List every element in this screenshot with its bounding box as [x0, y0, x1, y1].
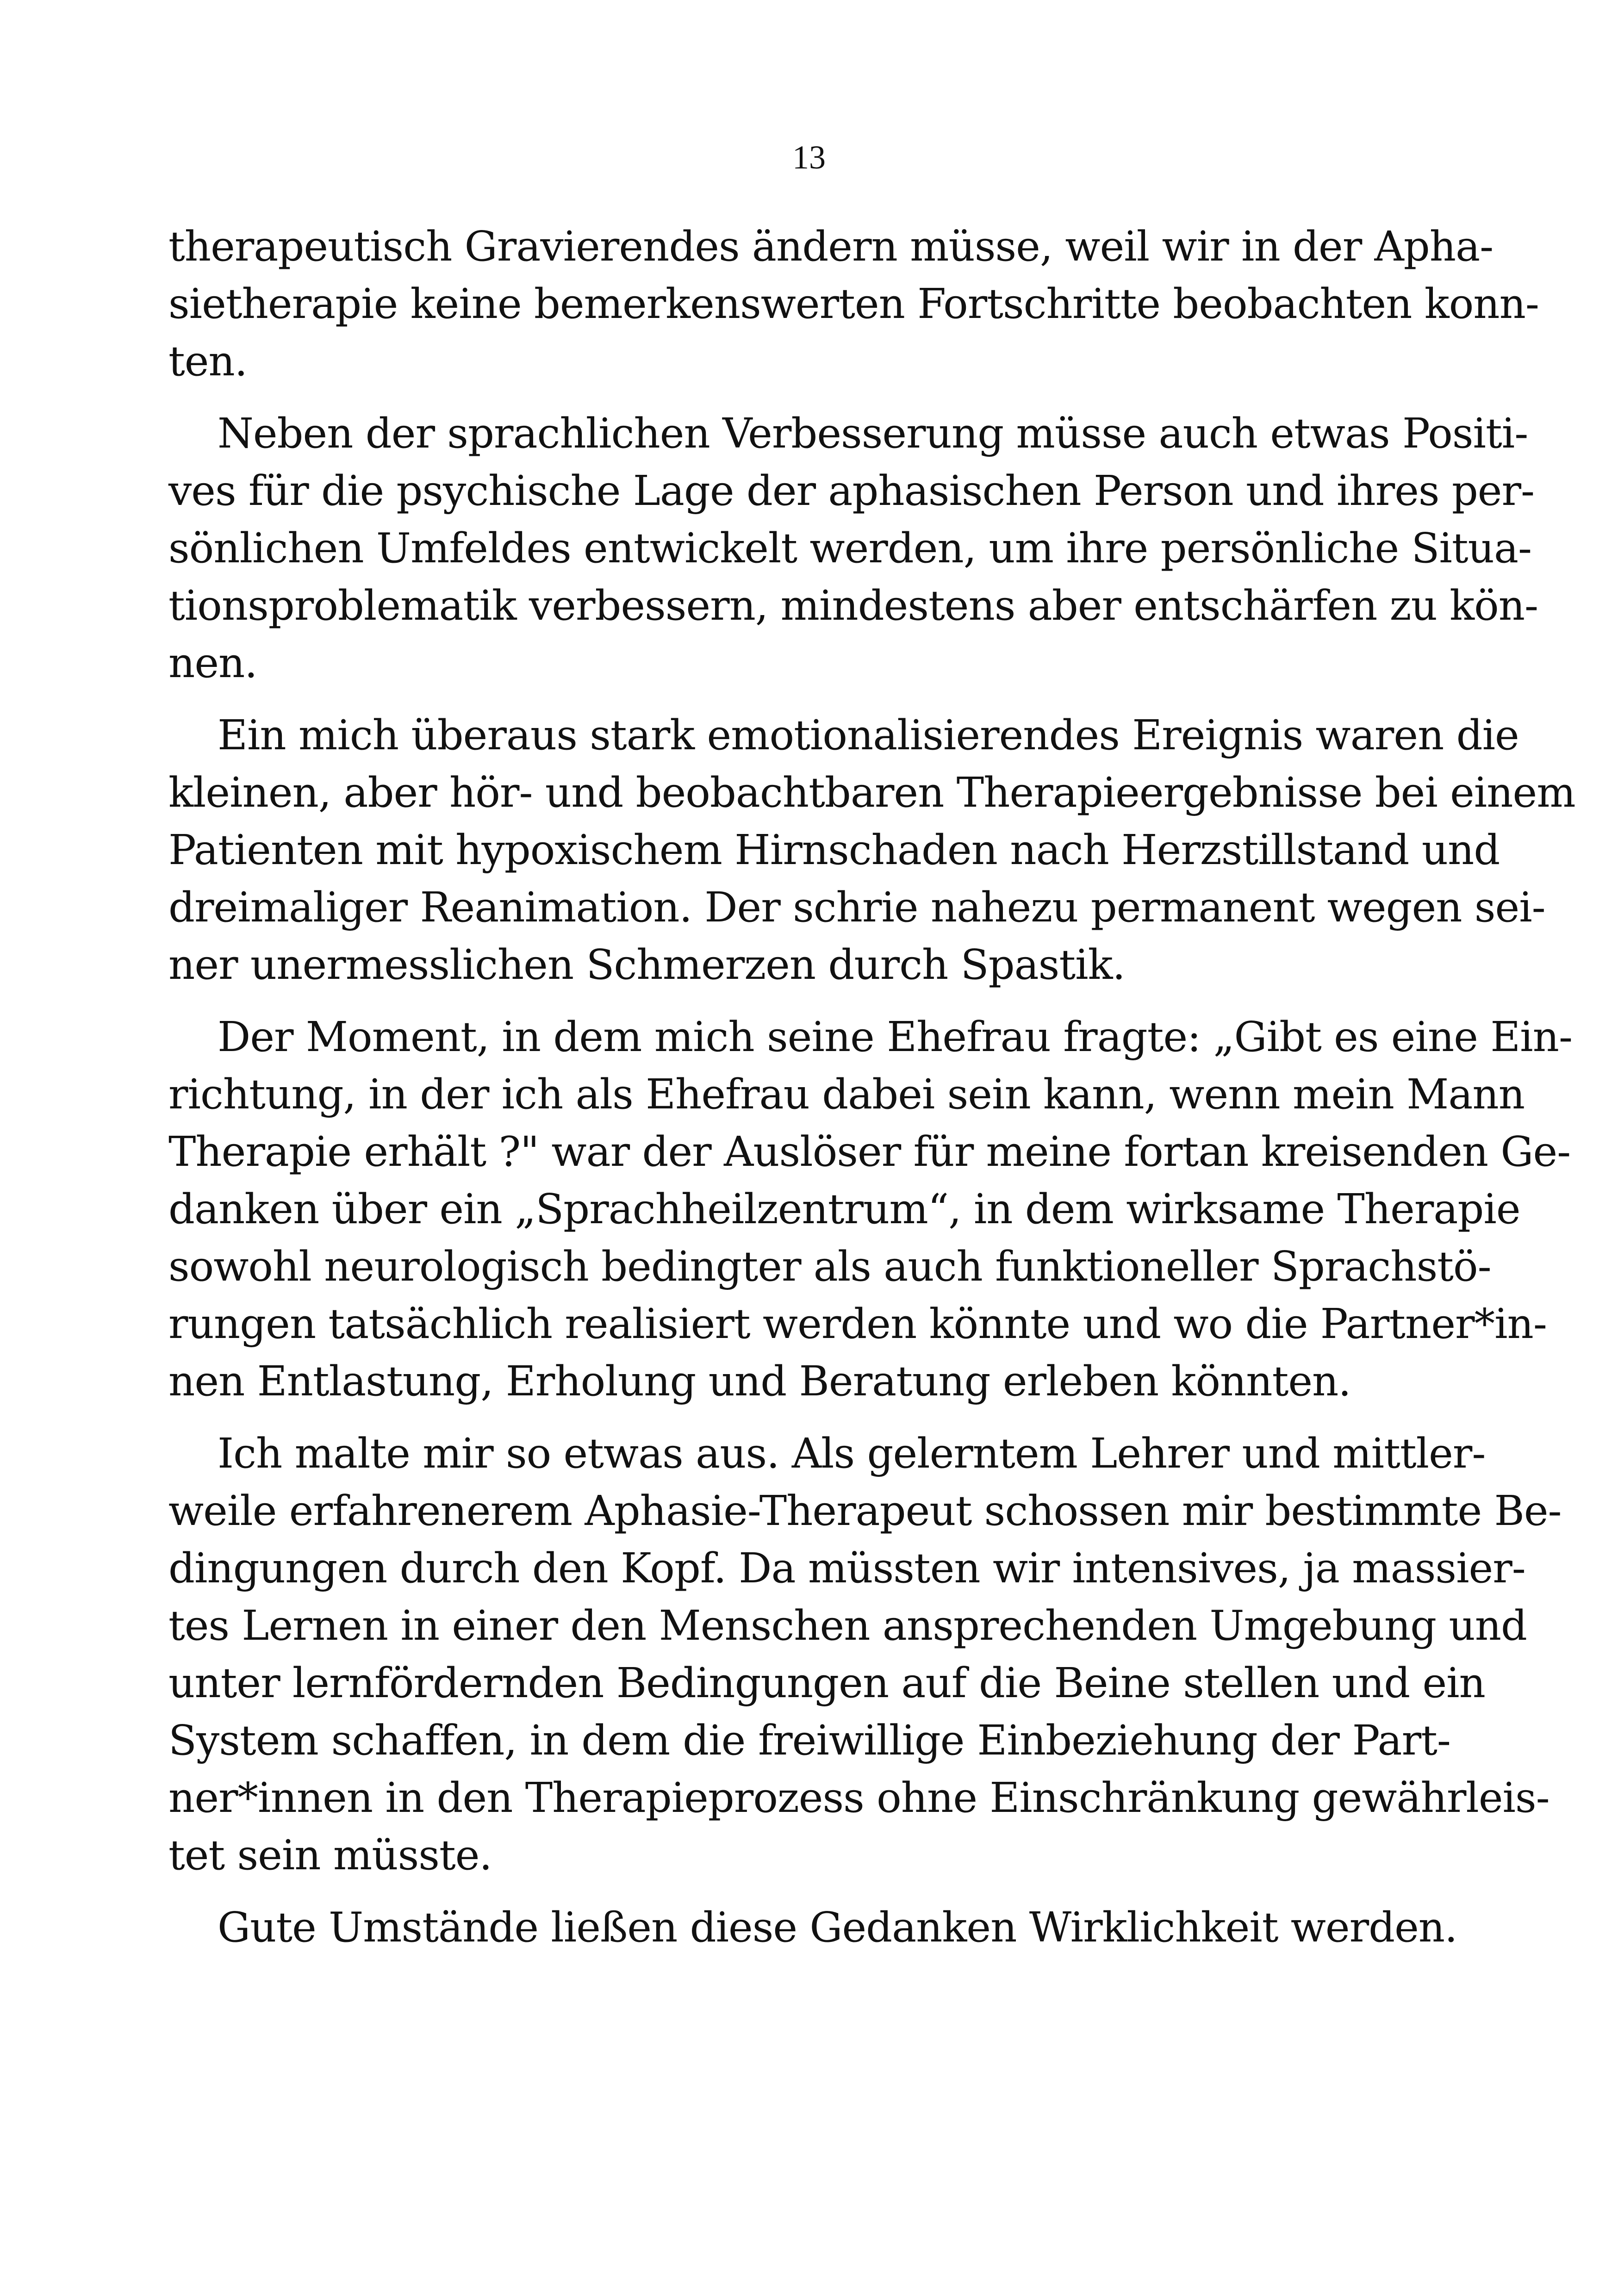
paragraph-2 — [168, 404, 1538, 691]
text-line: nen Entlastung, Erholung und Beratung erleben könnten. — [168, 1357, 1351, 1405]
text-line: tionsproblematik verbessern, mindestens aber entschärfen zu kön- — [168, 581, 1538, 629]
text-line: dingungen durch den Kopf. Da müssten wir intensives, ja massier- — [168, 1544, 1525, 1592]
paragraph-6 — [168, 1898, 1457, 1956]
paragraph-4 — [168, 1008, 1573, 1410]
text-line: Gute Umstände ließen diese Gedanken Wirklichkeit werden. — [218, 1903, 1457, 1951]
paragraph-5 — [168, 1425, 1562, 1884]
text-line: danken über ein „Sprachheilzentrum“, in dem wirksame Therapie — [168, 1185, 1520, 1233]
text-line: ner unermesslichen Schmerzen durch Spastik. — [168, 940, 1125, 989]
text-line: ten. — [168, 337, 248, 385]
text-line: tes Lernen in einer den Menschen ansprechenden Umgebung und — [168, 1601, 1527, 1649]
text-line: ner*innen in den Therapieprozess ohne Einschränkung gewährleis- — [168, 1773, 1550, 1822]
text-line: sönlichen Umfeldes entwickelt werden, um ihre persönliche Situa- — [168, 524, 1532, 572]
text-line: sietherapie keine bemerkenswerten Fortschritte beobachten konn- — [168, 280, 1539, 328]
text-line: therapeutisch Gravierendes ändern müsse, weil wir in der Apha- — [168, 222, 1494, 270]
text-line: Neben der sprachlichen Verbesserung müsse auch etwas Positi- — [218, 409, 1528, 457]
text-line: rungen tatsächlich realisiert werden könnte und wo die Partner*in- — [168, 1300, 1547, 1348]
body-text — [168, 218, 1575, 1971]
text-line: unter lernfördernden Bedingungen auf die Beine stellen und ein — [168, 1659, 1485, 1707]
text-line: tet sein müsste. — [168, 1831, 492, 1879]
text-line: Der Moment, in dem mich seine Ehefrau fragte: „Gibt es eine Ein- — [218, 1013, 1573, 1061]
text-line: ves für die psychische Lage der aphasischen Person und ihres per- — [168, 467, 1535, 515]
text-line: sowohl neurologisch bedingter als auch funktioneller Sprachstö- — [168, 1242, 1491, 1290]
text-line: kleinen, aber hör- und beobachtbaren Therapieergebnisse bei einem — [168, 768, 1575, 816]
text-line: Ein mich überaus stark emotionalisierendes Ereignis waren die — [218, 711, 1519, 759]
paragraph-1 — [168, 218, 1539, 390]
text-line: Therapie erhält ?" war der Auslöser für meine fortan kreisenden Ge- — [168, 1127, 1571, 1176]
text-line: System schaffen, in dem die freiwillige Einbeziehung der Part- — [168, 1716, 1450, 1764]
paragraph-3 — [168, 706, 1575, 993]
text-line: dreimaliger Reanimation. Der schrie nahezu permanent wegen sei- — [168, 883, 1545, 931]
text-line: weile erfahrenerem Aphasie-Therapeut schossen mir bestimmte Be- — [168, 1487, 1562, 1535]
text-line: richtung, in der ich als Ehefrau dabei sein kann, wenn mein Mann — [168, 1070, 1525, 1118]
text-line: Patienten mit hypoxischem Hirnschaden nach Herzstillstand und — [168, 826, 1500, 874]
page-number: 13 — [792, 139, 826, 176]
text-line: Ich malte mir so etwas aus. Als gelerntem Lehrer und mittler- — [218, 1429, 1486, 1477]
text-line: nen. — [168, 639, 257, 687]
